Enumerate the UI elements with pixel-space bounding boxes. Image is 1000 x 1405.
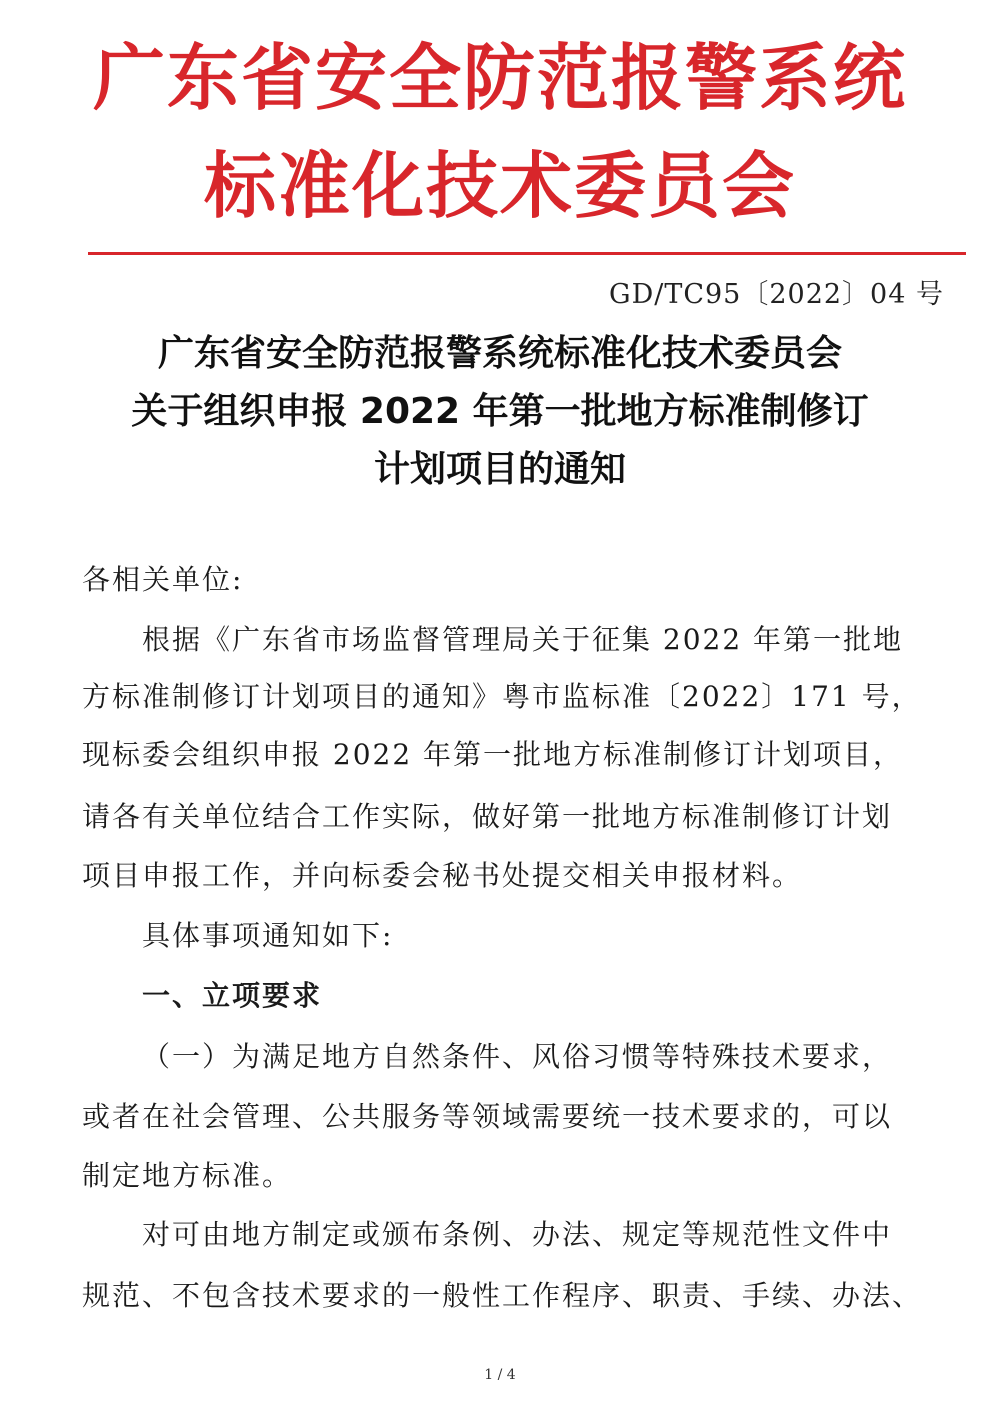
notice-title-line3: 计划项目的通知 bbox=[373, 449, 626, 490]
paragraph-line: 制定地方标准。 bbox=[82, 1159, 293, 1192]
org-name-line2: 标准化技术委员会 bbox=[203, 143, 796, 228]
paragraph-line: 对可由地方制定或颁布条例、办法、规定等规范性文件中 bbox=[142, 1218, 893, 1251]
paragraph-line: 请各有关单位结合工作实际，做好第一批地方标准制修订计划 bbox=[82, 800, 893, 833]
document-number: GD/TC95〔2022〕04 号 bbox=[609, 279, 944, 310]
notice-title-line1: 广东省安全防范报警系统标准化技术委员会 bbox=[157, 333, 842, 374]
paragraph-line: 规范、不包含技术要求的一般性工作程序、职责、手续、办法、 bbox=[82, 1279, 923, 1312]
paragraph-line: 项目申报工作，并向标委会秘书处提交相关申报材料。 bbox=[82, 859, 803, 892]
org-name-line1: 广东省安全防范报警系统 bbox=[92, 35, 907, 120]
red-divider-rule bbox=[88, 252, 966, 255]
paragraph-line: 方标准制修订计划项目的通知》粤市监标准〔2022〕171 号， bbox=[82, 680, 922, 713]
paragraph-line: 现标委会组织申报 2022 年第一批地方标准制修订计划项目， bbox=[82, 738, 904, 771]
notice-title-line2: 关于组织申报 2022 年第一批地方标准制修订 bbox=[131, 391, 869, 432]
section-heading: 一、立项要求 bbox=[142, 979, 323, 1012]
paragraph-line: （一）为满足地方自然条件、风俗习惯等特殊技术要求， bbox=[142, 1040, 893, 1073]
page-indicator: 1 / 4 bbox=[484, 1367, 516, 1383]
paragraph-line: 或者在社会管理、公共服务等领域需要统一技术要求的，可以 bbox=[82, 1100, 893, 1133]
intro-line: 具体事项通知如下: bbox=[142, 919, 394, 952]
salutation: 各相关单位: bbox=[82, 563, 244, 596]
paragraph-line: 根据《广东省市场监督管理局关于征集 2022 年第一批地 bbox=[142, 623, 904, 656]
